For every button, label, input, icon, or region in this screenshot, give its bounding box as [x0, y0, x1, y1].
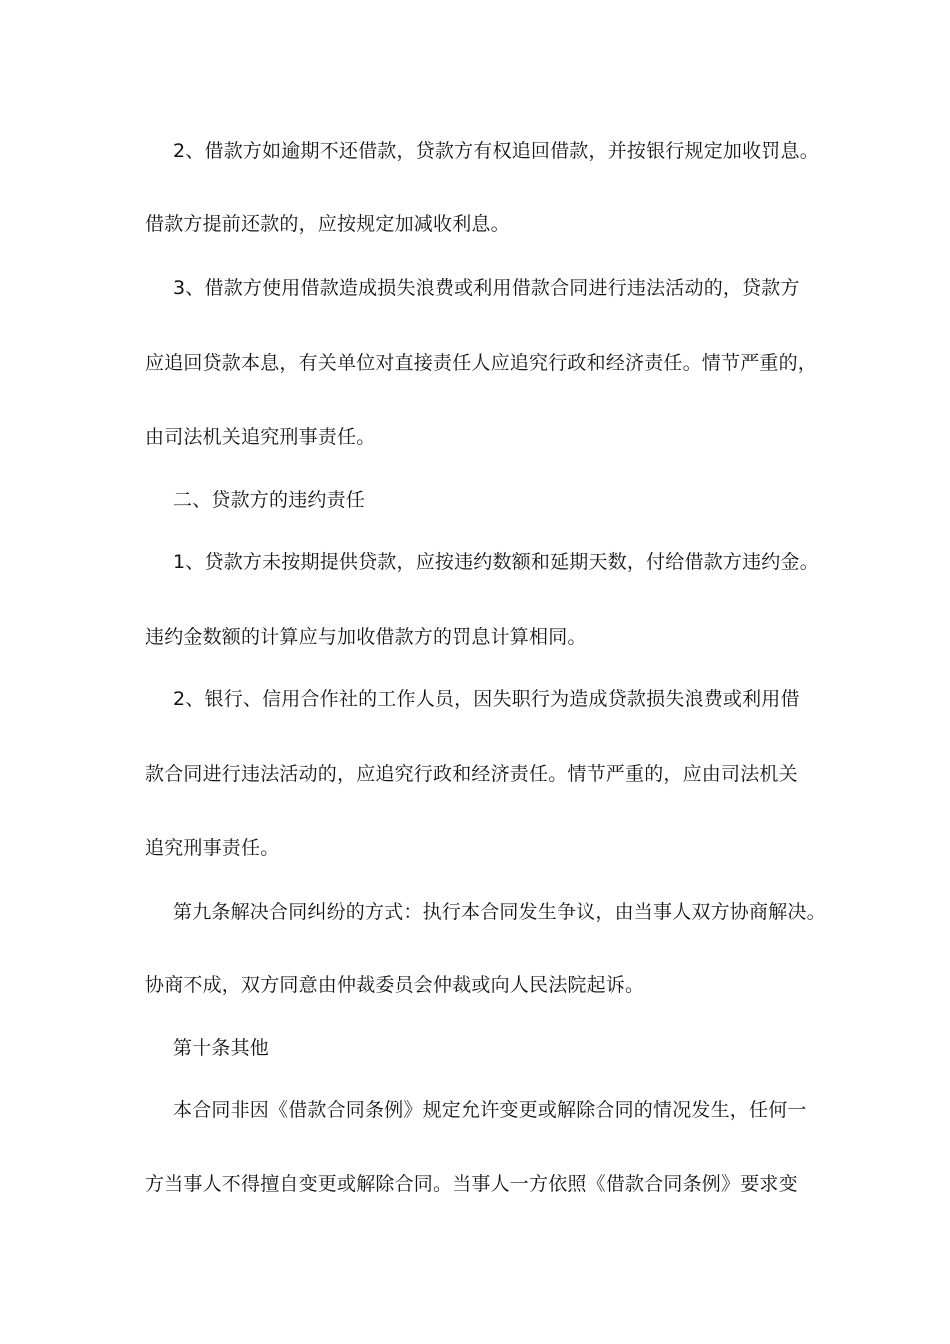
- paragraph-line: 违约金数额的计算应与加收借款方的罚息计算相同。: [145, 626, 587, 648]
- paragraph-line: 3、借款方使用借款造成损失浪费或利用借款合同进行违法活动的，贷款方: [173, 277, 800, 299]
- paragraph-line: 款合同进行违法活动的，应追究行政和经济责任。情节严重的，应由司法机关: [145, 763, 798, 785]
- paragraph-line: 2、银行、信用合作社的工作人员，因失职行为造成贷款损失浪费或利用借: [173, 688, 800, 710]
- paragraph-line: 协商不成，双方同意由仲裁委员会仲裁或向人民法院起诉。: [145, 974, 645, 996]
- paragraph-line: 应追回贷款本息，有关单位对直接责任人应追究行政和经济责任。情节严重的，: [145, 352, 818, 374]
- section-heading: 二、贷款方的违约责任: [173, 489, 366, 511]
- paragraph-line: 本合同非因《借款合同条例》规定允许变更或解除合同的情况发生，任何一: [173, 1099, 807, 1121]
- paragraph-line: 第九条解决合同纠纷的方式：执行本合同发生争议，由当事人双方协商解决。: [173, 901, 826, 923]
- paragraph-line: 追究刑事责任。: [145, 837, 280, 859]
- paragraph-line: 2、借款方如逾期不还借款，贷款方有权追回借款，并按银行规定加收罚息。: [173, 140, 819, 162]
- paragraph-line: 1、贷款方未按期提供贷款，应按违约数额和延期天数，付给借款方违约金。: [173, 551, 819, 573]
- article-heading: 第十条其他: [173, 1037, 270, 1059]
- paragraph-line: 方当事人不得擅自变更或解除合同。当事人一方依照《借款合同条例》要求变: [145, 1173, 798, 1195]
- paragraph-line: 借款方提前还款的，应按规定加减收利息。: [145, 213, 510, 235]
- paragraph-line: 由司法机关追究刑事责任。: [145, 426, 376, 448]
